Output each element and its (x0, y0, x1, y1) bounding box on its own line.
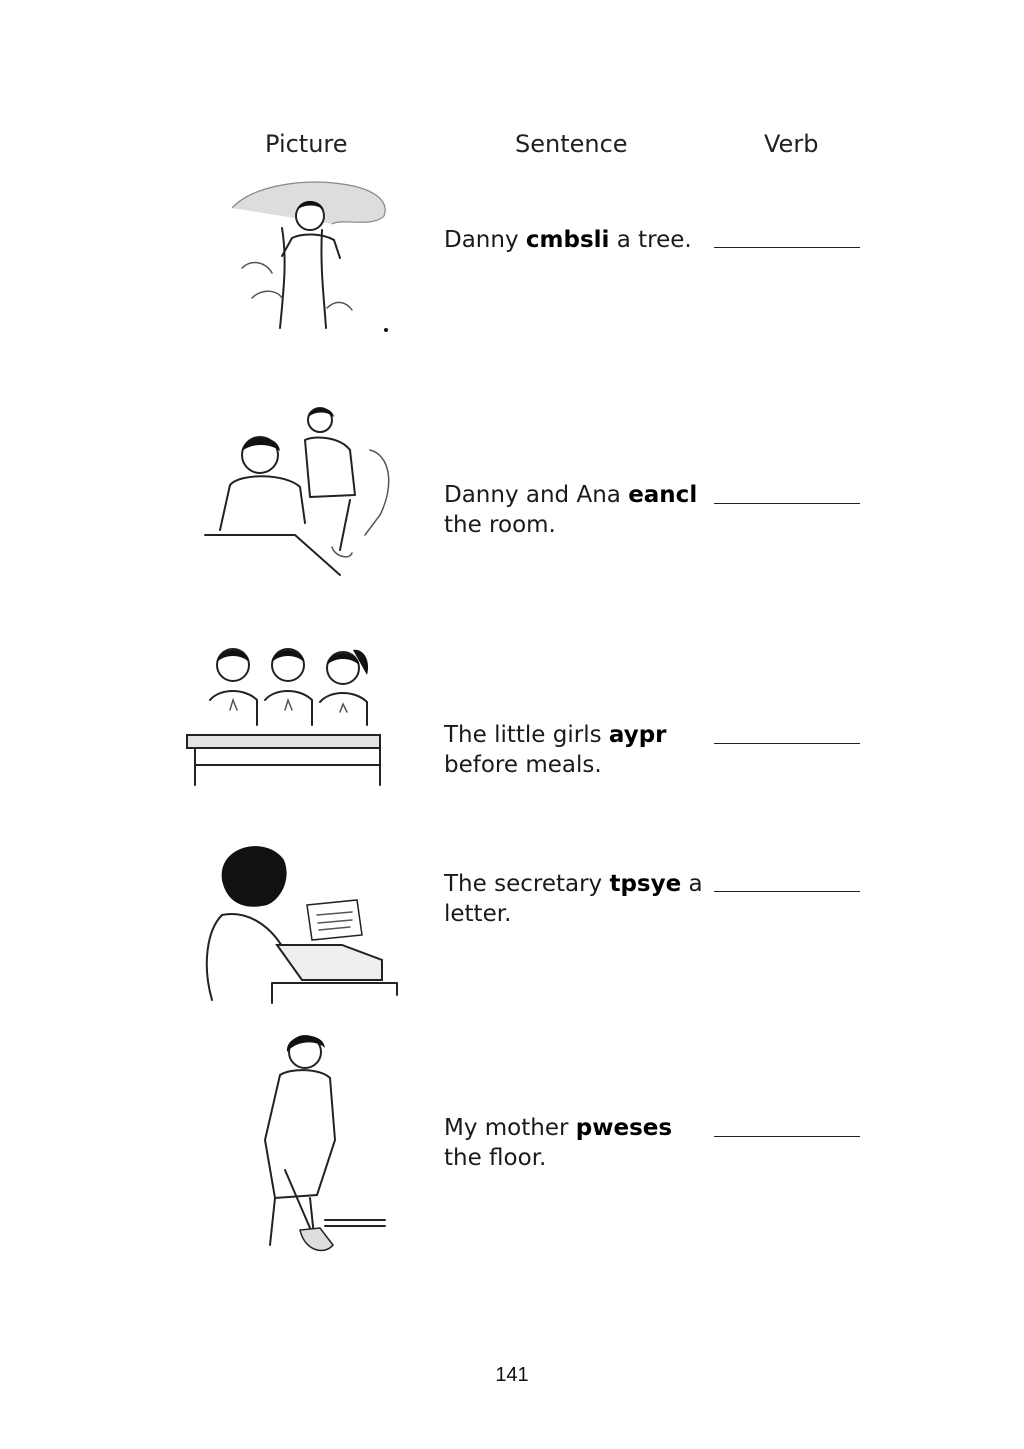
verb-answer-line-2[interactable] (714, 503, 860, 504)
scrambled-word-1: cmbsli (525, 227, 610, 253)
verb-answer-line-4[interactable] (714, 891, 860, 892)
sentence-5: My mother pweses the floor. (444, 1115, 673, 1171)
verb-answer-line-3[interactable] (714, 743, 860, 744)
mother-sweeping-icon (245, 1030, 390, 1260)
scrambled-word-4: tpsye (609, 871, 682, 897)
header-sentence: Sentence (515, 130, 628, 158)
sentence-2: Danny and Ana eancl the room. (444, 482, 698, 538)
sentence-4: The secretary tpsye a letter. (444, 871, 703, 927)
sentence-3: The little girls aypr before meals. (444, 722, 667, 778)
girls-praying-icon (185, 640, 385, 790)
header-picture: Picture (265, 130, 348, 158)
boy-climbing-tree-icon (222, 178, 397, 343)
secretary-typing-icon (192, 835, 402, 1005)
verb-answer-line-5[interactable] (714, 1136, 860, 1137)
sentence-1: Danny cmbsli a tree. (444, 227, 692, 253)
children-cleaning-room-icon (200, 405, 400, 580)
scrambled-word-2: eancl (628, 482, 698, 508)
scrambled-word-3: aypr (608, 722, 667, 748)
page-number: 141 (495, 1364, 529, 1386)
scrambled-word-5: pweses (575, 1115, 673, 1141)
header-verb: Verb (764, 130, 819, 158)
verb-answer-line-1[interactable] (714, 247, 860, 248)
